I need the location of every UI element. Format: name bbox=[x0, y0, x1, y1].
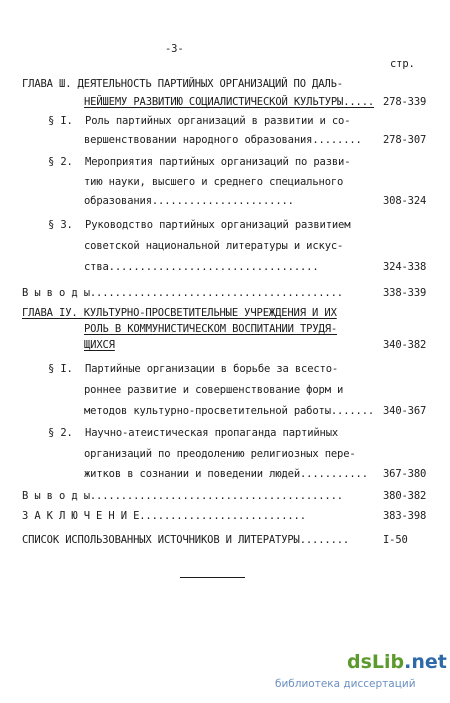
toc-conclusions-2-pages: 380-382 bbox=[383, 490, 427, 502]
toc-section4-1-line3: методов культурно-просветительной работы....... bbox=[84, 405, 375, 417]
toc-section4-2-line2: организаций по преодолению религиозных пере- bbox=[84, 448, 356, 460]
toc-section3-1-line2: вершенствовании народного образования........ bbox=[84, 134, 362, 146]
toc-chapter3-label-underline bbox=[22, 78, 71, 91]
toc-chapter4-title-line3: ЩИХСЯ bbox=[84, 339, 115, 351]
toc-chapter4-title-line2: РОЛЬ В КОММУНИСТИЧЕСКОМ ВОСПИТАНИИ ТРУДЯ- bbox=[84, 323, 338, 335]
toc-section4-1-line2: роннее развитие и совершенствование форм и bbox=[84, 384, 344, 396]
end-rule bbox=[180, 577, 245, 578]
toc-section3-2-pages: 308-324 bbox=[383, 195, 427, 207]
toc-chapter3-pages: 278-339 bbox=[383, 96, 427, 108]
toc-chapter3-title-line1: ГЛАВА Ш. ДЕЯТЕЛЬНОСТЬ ПАРТИЙНЫХ ОРГАНИЗАЦИЙ ПО ДАЛЬ- bbox=[22, 78, 343, 90]
toc-section3-1-pages: 278-307 bbox=[383, 134, 427, 146]
toc-bibliography: СПИСОК ИСПОЛЬЗОВАННЫХ ИСТОЧНИКОВ И ЛИТЕРАТУРЫ........ bbox=[22, 534, 350, 546]
toc-conclusion: З А К Л Ю Ч Е Н И Е........................... bbox=[22, 510, 306, 522]
toc-conclusions-1: В ы в о д ы......................................... bbox=[22, 287, 343, 299]
page-column-header: стр. bbox=[390, 58, 415, 70]
logo-tld-text: .net bbox=[404, 651, 447, 673]
toc-section3-2-line2: тию науки, высшего и среднего специального bbox=[84, 176, 344, 188]
page-number: -3- bbox=[165, 43, 184, 55]
toc-section3-1-line1: § I. Роль партийных организаций в развитии и со- bbox=[48, 115, 351, 127]
toc-section3-3-pages: 324-338 bbox=[383, 261, 427, 273]
toc-section3-3-line1: § 3. Руководство партийных организаций развитием bbox=[48, 219, 351, 231]
toc-section3-2-line3: образования....................... bbox=[84, 195, 294, 207]
dslib-subtitle: библиотека диссертаций bbox=[275, 678, 416, 690]
toc-chapter3-title-line2: НЕЙШЕМУ РАЗВИТИЮ СОЦИАЛИСТИЧЕСКОЙ КУЛЬТУРЫ..... bbox=[84, 96, 375, 108]
toc-section3-3-line3: ства.................................. bbox=[84, 261, 319, 273]
toc-section3-3-line2: советской национальной литературы и искус- bbox=[84, 240, 344, 252]
toc-conclusions-1-pages: 338-339 bbox=[383, 287, 427, 299]
toc-section3-2-line1: § 2. Мероприятия партийных организаций по разви- bbox=[48, 156, 351, 168]
toc-section4-1-pages: 340-367 bbox=[383, 405, 427, 417]
toc-section4-2-line3: житков в сознании и поведении людей........... bbox=[84, 468, 368, 480]
toc-section4-2-pages: 367-380 bbox=[383, 468, 427, 480]
toc-section4-1-line1: § I. Партийные организации в борьбе за всесто- bbox=[48, 363, 339, 375]
dslib-logo bbox=[347, 651, 447, 673]
toc-section4-2-line1: § 2. Научно-атеистическая пропаганда партийных bbox=[48, 427, 339, 439]
toc-bibliography-pages: I-50 bbox=[383, 534, 408, 546]
toc-chapter4-pages: 340-382 bbox=[383, 339, 427, 351]
toc-conclusions-2: В ы в о д ы......................................... bbox=[22, 490, 343, 502]
logo-main-text: dsLib bbox=[347, 651, 405, 673]
toc-conclusion-pages: 383-398 bbox=[383, 510, 427, 522]
toc-chapter4-title-line1: ГЛАВА IУ. КУЛЬТУРНО-ПРОСВЕТИТЕЛЬНЫЕ УЧРЕЖДЕНИЯ И ИХ bbox=[22, 307, 337, 319]
